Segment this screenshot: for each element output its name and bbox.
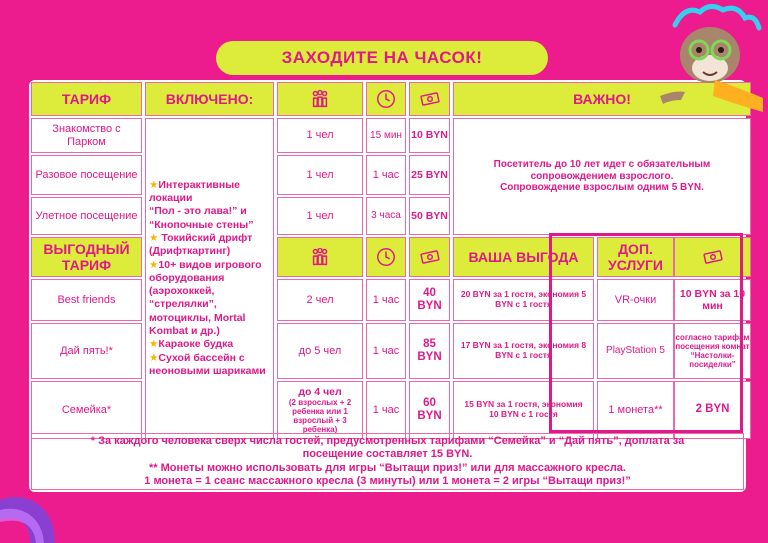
deal-time: 1 час	[366, 279, 406, 321]
included-item-text: оборудования	[149, 271, 225, 284]
tariff-people: 1 чел	[277, 197, 363, 235]
footnote-line: ** Монеты можно использовать для игры “Вытащи приз!” или для массажного кресла.	[149, 461, 626, 474]
star-icon: ★	[149, 231, 159, 244]
header-extra	[597, 237, 751, 277]
included-item-text: локации	[149, 191, 193, 204]
money-icon	[674, 237, 751, 277]
extra-row	[597, 323, 751, 379]
price-table	[31, 82, 751, 439]
mascot-image	[655, 0, 768, 115]
tariff-people: 1 чел	[277, 155, 363, 195]
star-icon: ★	[149, 178, 159, 191]
extra-name: 1 монета**	[597, 381, 674, 439]
tariff-time: 15 мин	[366, 118, 406, 153]
included-item-text: (аэрохоккей,	[149, 285, 215, 298]
footnote-line: посещение составляет 15 BYN.	[302, 448, 473, 461]
included-item-text: Kombat и др.)	[149, 325, 220, 338]
deal-name: Best friends	[31, 279, 142, 321]
included-item	[149, 338, 266, 351]
extra-value: 2 BYN	[674, 381, 751, 439]
deal-price: 40 BYN	[409, 279, 450, 321]
included-item	[149, 192, 266, 205]
included-item	[149, 312, 266, 325]
included-item	[149, 285, 266, 298]
included-item-text: “Пол - это лава!” и	[149, 205, 247, 218]
star-icon: ★	[149, 258, 159, 271]
extra-name: PlayStation 5	[597, 323, 674, 379]
included-item	[149, 205, 266, 218]
included-item	[149, 325, 266, 338]
tariff-name: Улетное посещение	[31, 197, 142, 235]
header-important: ВАЖНО!	[453, 82, 751, 116]
extra-row	[597, 279, 751, 321]
header-deal-tariff: ВЫГОДНЫЙ ТАРИФ	[31, 237, 142, 277]
clock-icon	[366, 237, 406, 277]
included-item-text: мотоциклы, Mortal	[149, 311, 246, 324]
included-item	[149, 365, 266, 378]
included-item-text: Токийский дрифт	[158, 231, 253, 244]
included-item	[149, 272, 266, 285]
included-item	[149, 232, 266, 245]
tariff-time: 3 часа	[366, 197, 406, 235]
deal-people: 2 чел	[277, 279, 363, 321]
tariff-time: 1 час	[366, 155, 406, 195]
included-item	[149, 259, 266, 272]
extra-name: VR-очки	[597, 279, 674, 321]
included-item	[149, 219, 266, 232]
deal-time: 1 час	[366, 381, 406, 439]
star-icon: ★	[149, 351, 159, 364]
included-item	[149, 179, 266, 192]
deal-benefit: 15 BYN за 1 гостя, экономия 10 BYN с 1 гостя	[453, 381, 594, 439]
footnote-line: 1 монета = 1 сеанс массажного кресла (3 минуты) или 1 монета = 2 игры “Вытащи приз!”	[144, 474, 631, 487]
important-note-line: Сопровождение взрослым одним 5 BYN.	[500, 182, 704, 194]
tariff-name: Разовое посещение	[31, 155, 142, 195]
star-icon: ★	[149, 338, 159, 351]
important-note-line: Посетитель до 10 лет идет с обязательным	[493, 159, 711, 171]
deal-price: 85 BYN	[409, 323, 450, 379]
tariff-people: 1 чел	[277, 118, 363, 153]
included-item	[149, 352, 266, 365]
important-note	[453, 118, 751, 235]
money-icon	[409, 82, 450, 116]
header-benefit: ВАША ВЫГОДА	[453, 237, 594, 277]
tariff-price: 25 BYN	[409, 155, 450, 195]
included-item-text: “стрелялки”,	[149, 298, 217, 311]
deal-time: 1 час	[366, 323, 406, 379]
page-title: ЗАХОДИТЕ НА ЧАСОК!	[216, 41, 548, 75]
people-icon	[277, 237, 363, 277]
extra-value: согласно тарифам посещения комнат “Настолки-посиделки”	[674, 323, 751, 379]
included-item-text: 10+ видов игрового	[158, 258, 262, 271]
tariff-price: 50 BYN	[409, 197, 450, 235]
tariff-name: Знакомство с Парком	[31, 118, 142, 153]
important-note-line: сопровождением взрослого.	[530, 170, 674, 182]
included-list	[145, 118, 274, 439]
included-item-text: “Кнопочные стены”	[149, 218, 254, 231]
deal-people-main: до 4 чел	[298, 385, 342, 398]
included-item	[149, 298, 266, 311]
footnote-line: * За каждого человека сверх числа гостей, предусмотренных тарифами “Семейка” и “Дай пять”, доплата за	[90, 435, 685, 448]
header-tariff: ТАРИФ	[31, 82, 142, 116]
included-item-text: Интерактивные	[158, 178, 241, 191]
deal-name: Дай пять!*	[31, 323, 142, 379]
deal-benefit: 17 BYN за 1 гостя, экономия 8 BYN с 1 гостя	[453, 323, 594, 379]
deal-people: до 5 чел	[277, 323, 363, 379]
header-included: ВКЛЮЧЕНО:	[145, 82, 274, 116]
header-extra-label: ДОП. УСЛУГИ	[597, 237, 674, 277]
people-icon	[277, 82, 363, 116]
extra-row	[597, 381, 751, 439]
deal-name: Семейка*	[31, 381, 142, 439]
tariff-price: 10 BYN	[409, 118, 450, 153]
money-icon	[409, 237, 450, 277]
deal-people	[277, 381, 363, 439]
footnotes	[31, 433, 744, 490]
included-item-text: (Дрифткартинг)	[149, 245, 231, 258]
included-item-text: Сухой бассейн с	[158, 351, 245, 364]
deal-price: 60 BYN	[409, 381, 450, 439]
deal-benefit: 20 BYN за 1 гостя, экономия 5 BYN с 1 гостя	[453, 279, 594, 321]
deal-people-sub: (2 взрослых + 2 ребенка или 1 взрослый + 3 ребенка)	[288, 397, 352, 435]
included-item-text: неоновыми шариками	[149, 365, 266, 378]
clock-icon	[366, 82, 406, 116]
included-item-text: Караоке будка	[158, 338, 234, 351]
extra-value: 10 BYN за 10 мин	[674, 279, 751, 321]
included-item	[149, 245, 266, 258]
included-lines	[149, 179, 266, 379]
